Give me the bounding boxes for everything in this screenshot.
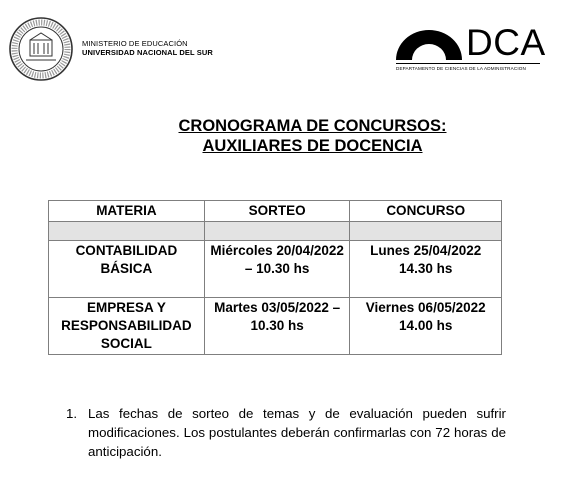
ministry-line: MINISTERIO DE EDUCACIÓN	[82, 39, 188, 48]
table-header-row	[49, 201, 502, 222]
column-header-concurso: CONCURSO	[350, 201, 502, 222]
note-number: 1.	[66, 406, 78, 421]
table-cell	[49, 222, 205, 241]
dca-wordmark: DCA	[466, 22, 546, 63]
note-text: Las fechas de sorteo de temas y de evaluación pueden sufrir modificaciones. Los postulantes deberán confirmarlas con 72 horas de anticipación.	[88, 406, 506, 459]
title-line-1: CRONOGRAMA DE CONCURSOS:	[178, 117, 447, 135]
dca-divider	[396, 63, 540, 64]
notes-list	[66, 404, 506, 461]
column-header-materia: MATERIA	[49, 201, 205, 222]
university-seal-icon	[8, 16, 74, 82]
table-row	[49, 298, 502, 355]
table-cell: Lunes 25/04/2022 14.30 hs	[350, 241, 502, 298]
table-row	[49, 241, 502, 298]
table-cell: CONTABILIDAD BÁSICA	[49, 241, 205, 298]
schedule-table	[48, 200, 502, 355]
table-cell	[350, 222, 502, 241]
university-line: UNIVERSIDAD NACIONAL DEL SUR	[82, 48, 213, 57]
table-spacer-row	[49, 222, 502, 241]
column-header-sorteo: SORTEO	[204, 201, 350, 222]
title-line-2: AUXILIARES DE DOCENCIA	[202, 137, 423, 155]
dca-subtitle: DEPARTAMENTO DE CIENCIAS DE LA ADMINISTRACION	[396, 66, 526, 71]
page-title	[0, 116, 565, 156]
table-cell: EMPRESA Y RESPONSABILIDAD SOCIAL	[49, 298, 205, 355]
table-cell: Viernes 06/05/2022 14.00 hs	[350, 298, 502, 355]
dca-arch-logo-icon	[394, 26, 464, 62]
table-cell: Martes 03/05/2022 – 10.30 hs	[204, 298, 350, 355]
table-cell	[204, 222, 350, 241]
table-cell: Miércoles 20/04/2022 – 10.30 hs	[204, 241, 350, 298]
ministry-heading	[82, 39, 213, 57]
